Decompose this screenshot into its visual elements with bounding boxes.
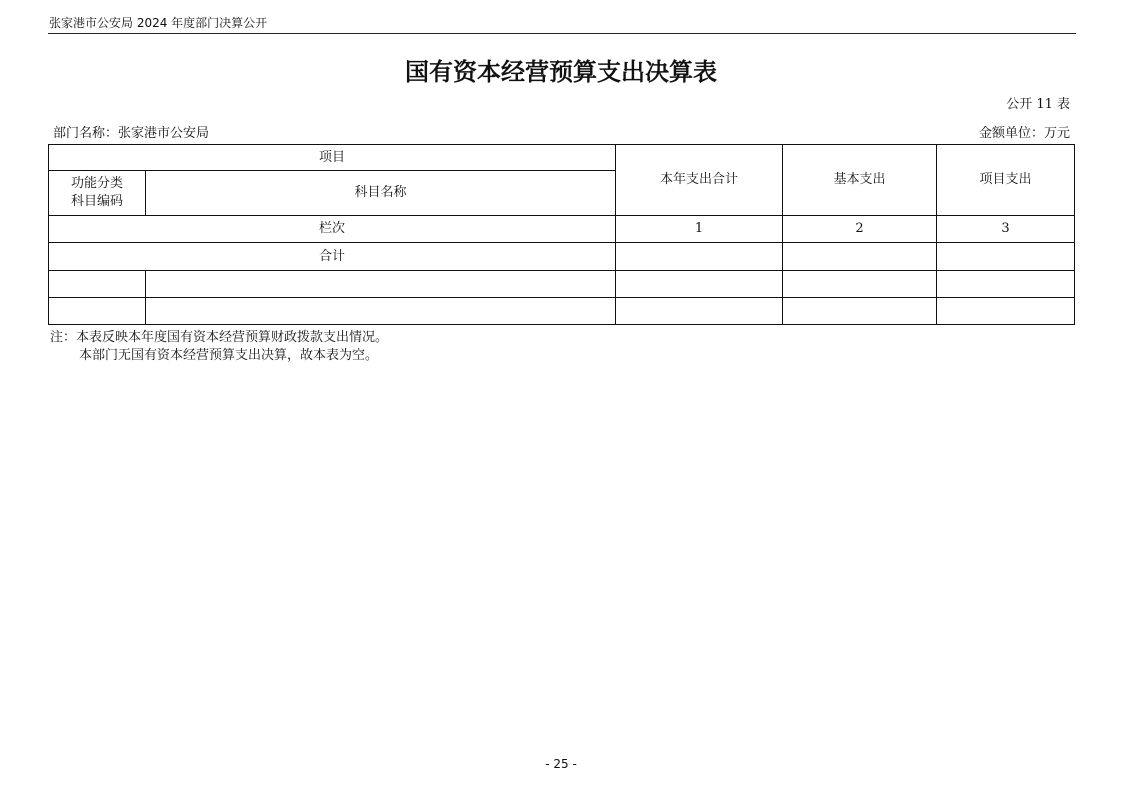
column-index-cell: 2 bbox=[783, 216, 937, 243]
table-cell bbox=[616, 298, 783, 325]
note-line: 本部门无国有资本经营预算支出决算，故本表为空。 bbox=[79, 348, 379, 363]
expenditure-table bbox=[48, 144, 1075, 325]
amount-unit: 金额单位：万元 bbox=[978, 126, 1070, 141]
department-name: 部门名称：张家港市公安局 bbox=[53, 126, 210, 141]
header-divider bbox=[48, 33, 1076, 34]
total-cell bbox=[937, 243, 1075, 271]
header-subject-name: 科目名称 bbox=[146, 171, 616, 216]
total-row bbox=[49, 243, 1075, 271]
running-header: 张家港市公安局 2024 年度部门决算公开 bbox=[49, 16, 268, 30]
header-total-expenditure: 本年支出合计 bbox=[616, 145, 783, 216]
total-cell bbox=[616, 243, 783, 271]
column-index-cell: 3 bbox=[937, 216, 1075, 243]
table-cell bbox=[937, 298, 1075, 325]
header-project: 项目 bbox=[49, 145, 616, 171]
table-row bbox=[49, 298, 1075, 325]
header-project-expenditure: 项目支出 bbox=[937, 145, 1075, 216]
header-function-code: 功能分类 科目编码 bbox=[49, 171, 146, 216]
table-cell bbox=[616, 271, 783, 298]
column-index-label: 栏次 bbox=[49, 216, 616, 243]
table-cell bbox=[783, 271, 937, 298]
table-row bbox=[49, 271, 1075, 298]
table-notes bbox=[50, 329, 388, 365]
total-cell bbox=[783, 243, 937, 271]
page-number: - 25 - bbox=[545, 757, 577, 771]
note-line: 注：本表反映本年度国有资本经营预算财政拨款支出情况。 bbox=[50, 330, 389, 345]
header-basic-expenditure: 基本支出 bbox=[783, 145, 937, 216]
column-index-row bbox=[49, 216, 1075, 243]
table-cell bbox=[146, 298, 616, 325]
table-cell bbox=[49, 271, 146, 298]
table-number: 公开 11 表 bbox=[1006, 97, 1070, 112]
total-label: 合计 bbox=[49, 243, 616, 271]
column-index-cell: 1 bbox=[616, 216, 783, 243]
table-header-row bbox=[49, 145, 1075, 171]
table-cell bbox=[937, 271, 1075, 298]
table-cell bbox=[49, 298, 146, 325]
document-title: 国有资本经营预算支出决算表 bbox=[405, 58, 717, 86]
table-cell bbox=[783, 298, 937, 325]
table-cell bbox=[146, 271, 616, 298]
